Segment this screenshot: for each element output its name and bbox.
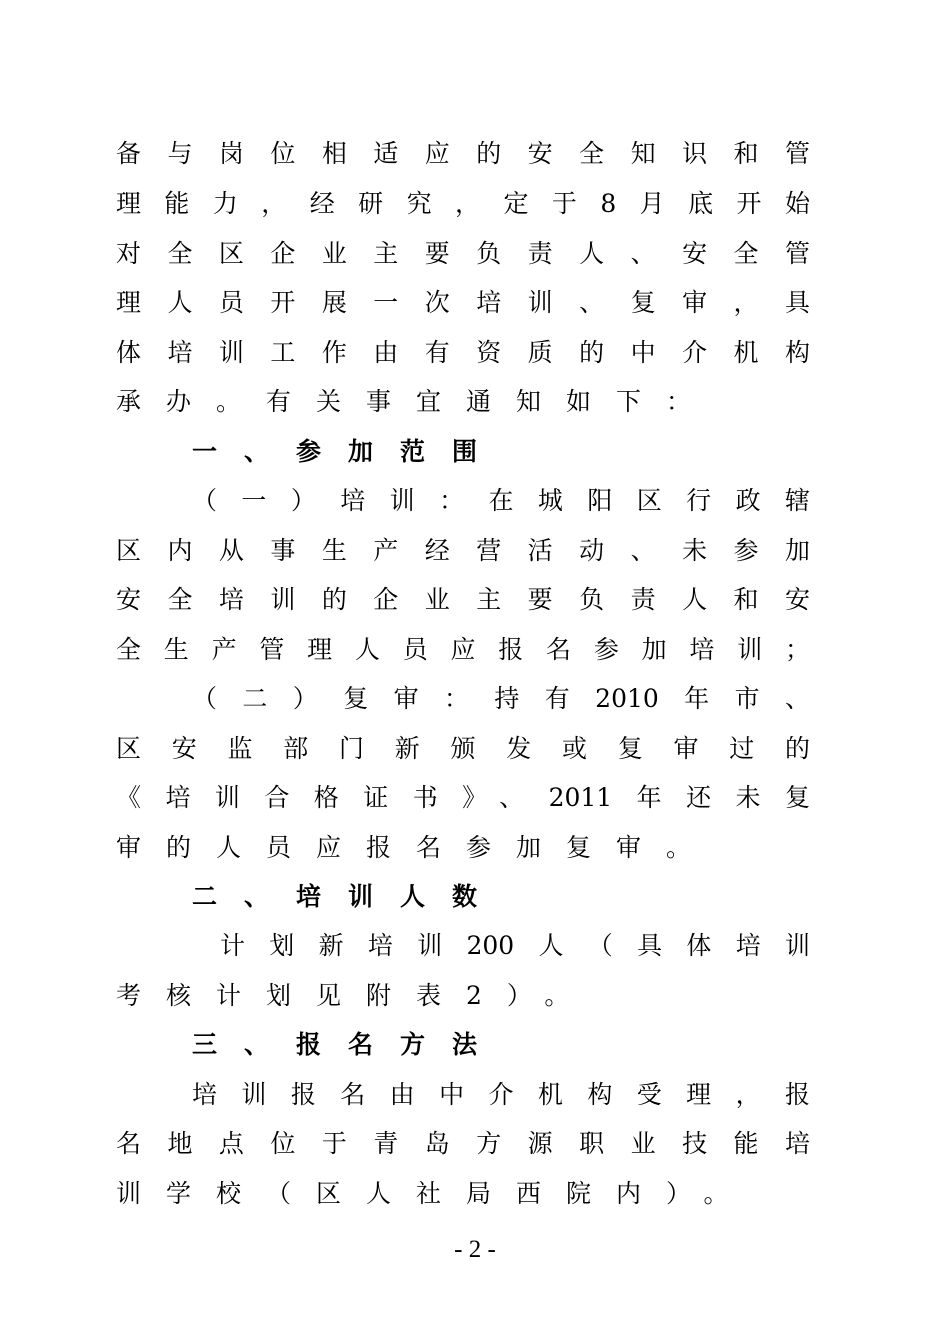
body-line-10: 安全培训的企业主要负责人和安	[116, 585, 810, 614]
body-line-8: （一）培训：在城阳区行政辖	[192, 486, 810, 515]
body-line-4: 理人员开展一次培训、复审，具	[116, 288, 810, 317]
body-line-15: 审的人员应报名参加复审。	[116, 833, 717, 862]
body-line-14: 《培训合格证书》、2011年还未复	[116, 783, 810, 812]
body-line-22: 训学校（区人社局西院内）。	[116, 1179, 754, 1208]
body-line-5: 体培训工作由有资质的中介机构	[116, 338, 810, 367]
body-line-11: 全生产管理人员应报名参加培训；	[116, 635, 810, 664]
section-heading-2: 二、培训人数	[192, 882, 505, 911]
body-line-2: 理能力，经研究，定于8月底开始	[116, 189, 810, 218]
section-heading-3: 三、报名方法	[192, 1030, 505, 1059]
body-line-1: 备与岗位相适应的安全知识和管	[116, 139, 810, 168]
body-line-3: 对全区企业主要负责人、安全管	[116, 239, 810, 268]
section-heading-1: 一、参加范围	[192, 437, 505, 466]
body-line-12: （二）复审：持有2010年市、	[192, 684, 810, 713]
body-line-18: 考核计划见附表2）。	[116, 981, 595, 1010]
body-line-20: 培训报名由中介机构受理，报	[192, 1080, 810, 1109]
body-line-6: 承办。有关事宜通知如下：	[116, 387, 717, 416]
page-number: - 2 -	[454, 1236, 496, 1263]
body-line-13: 区安监部门新颁发或复审过的	[116, 734, 810, 763]
body-line-21: 名地点位于青岛方源职业技能培	[116, 1129, 810, 1158]
body-line-9: 区内从事生产经营活动、未参加	[116, 536, 810, 565]
body-line-17: 计划新培训200人（具体培训	[220, 931, 810, 960]
